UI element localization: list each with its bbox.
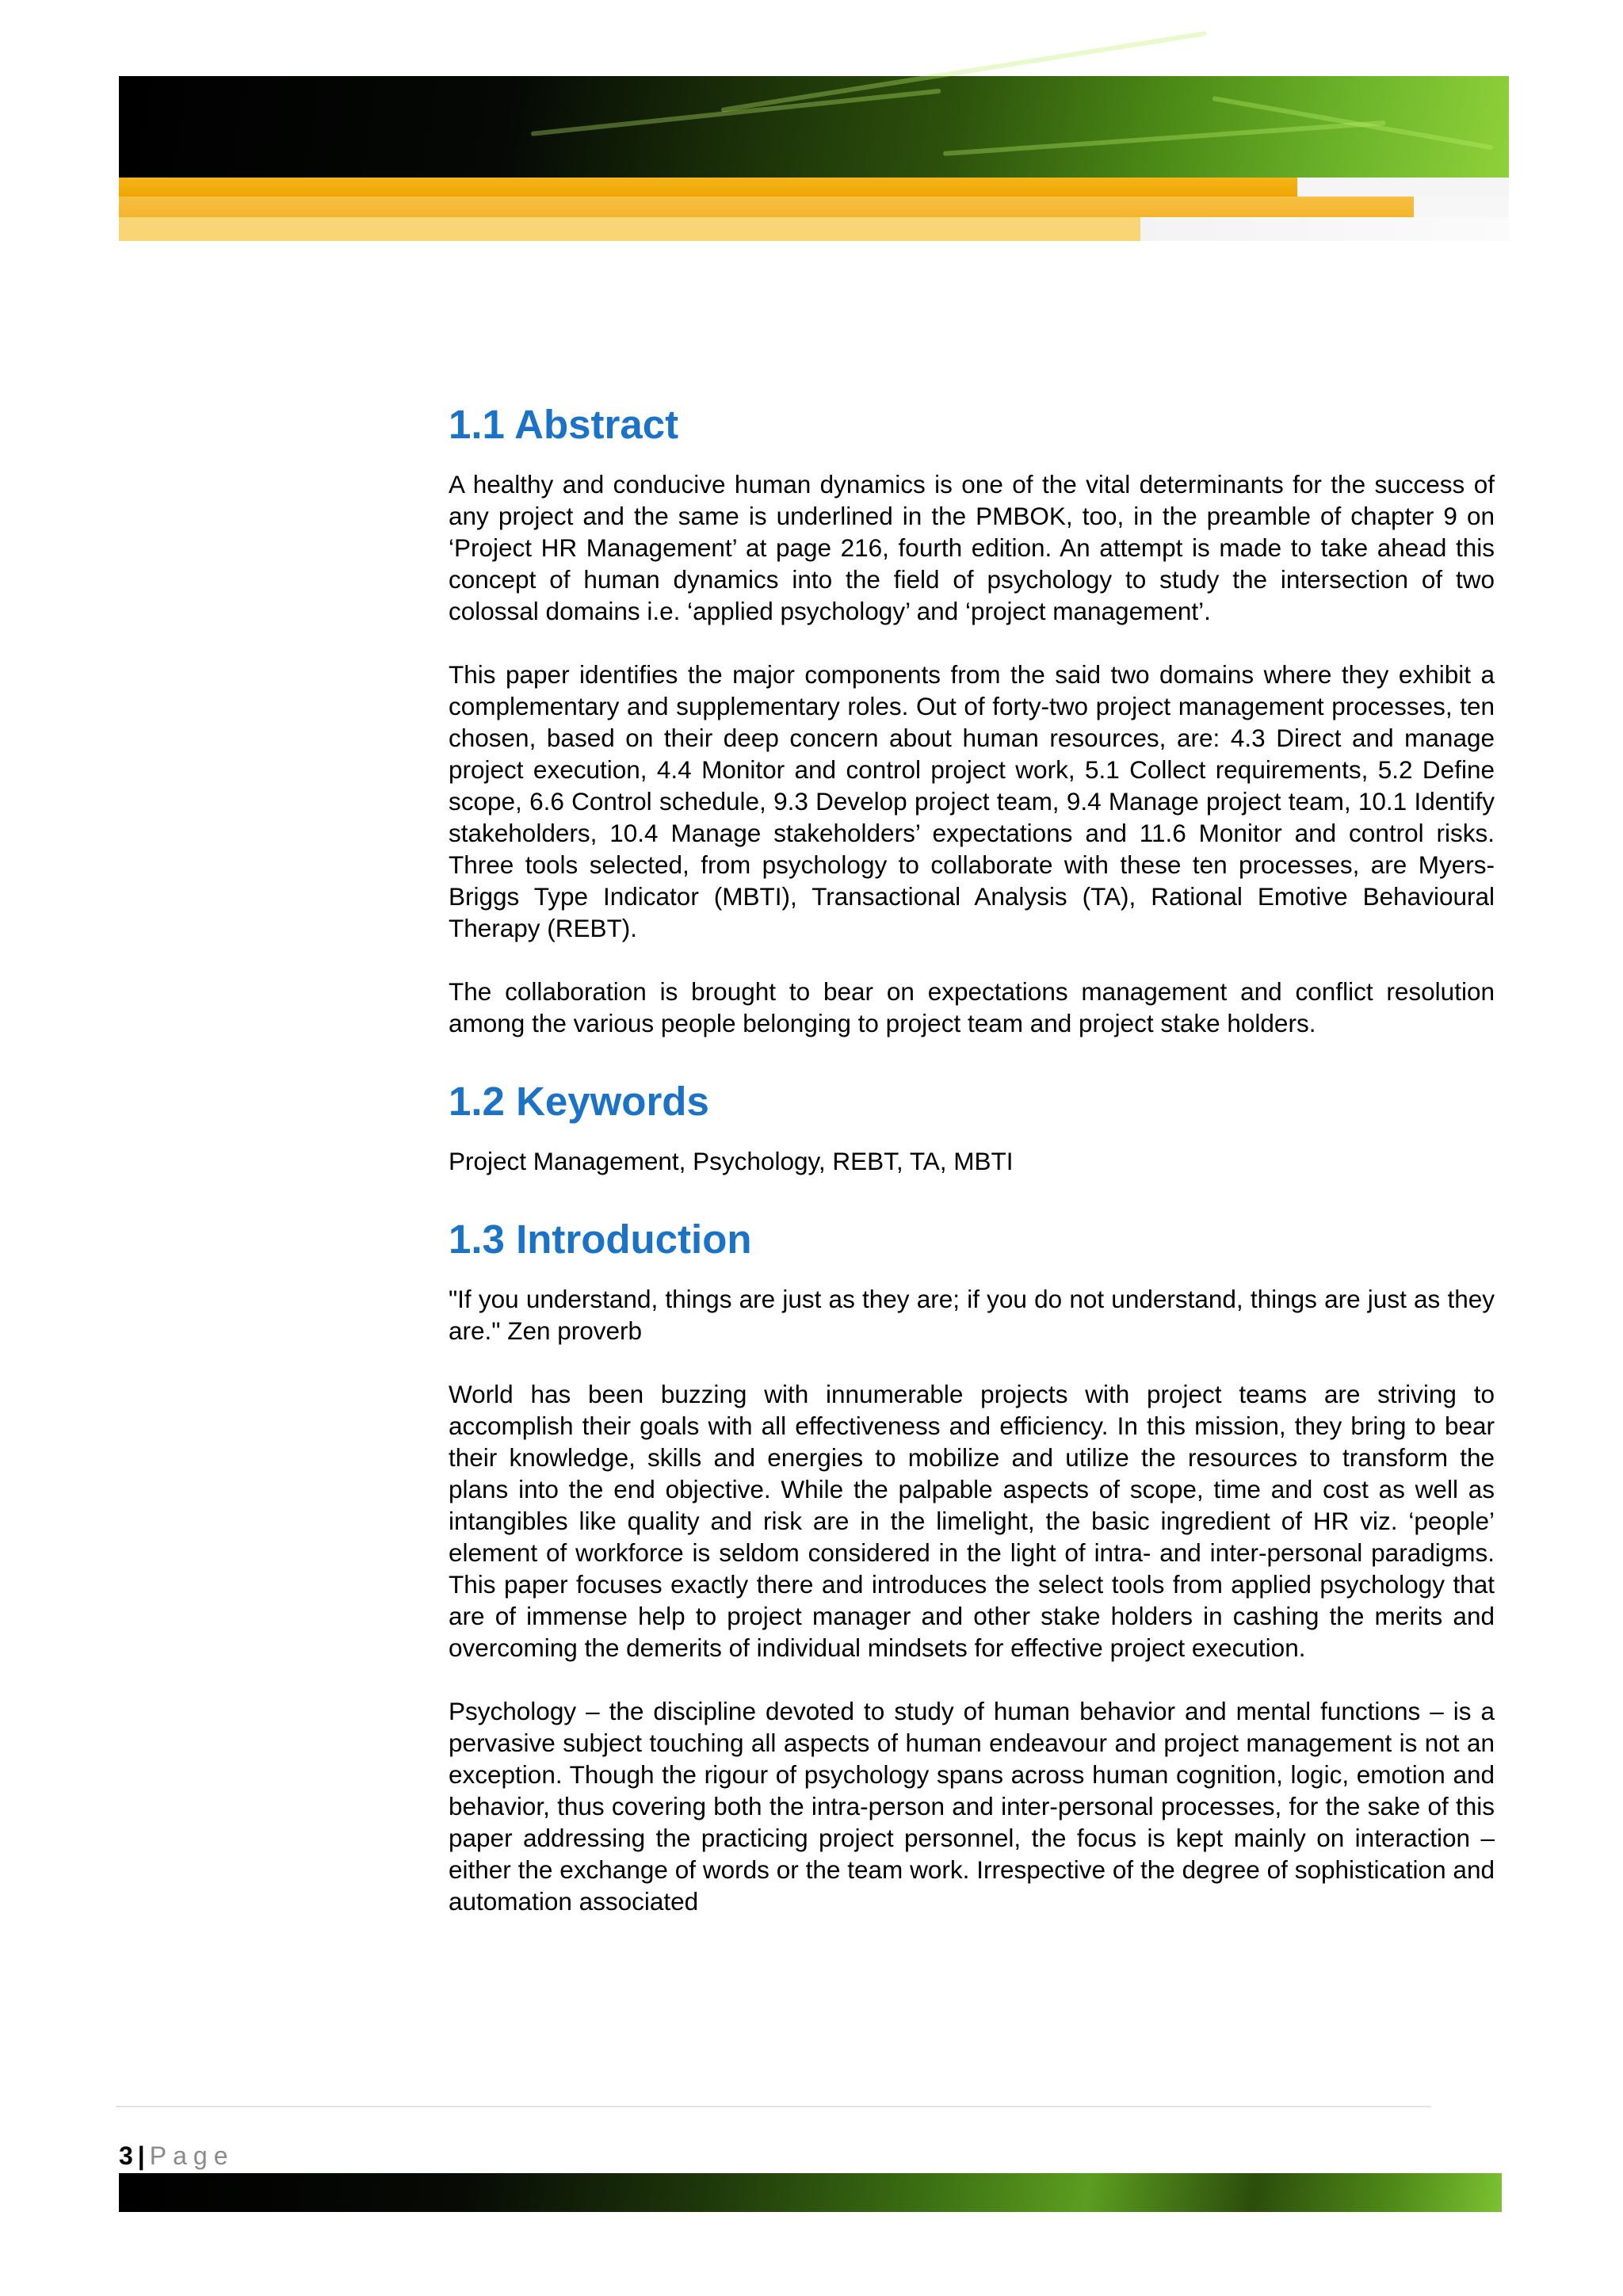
abstract-paragraph: A healthy and conducive human dynamics is one of the vital determinants for the success of any project and the same is underlined in the PMBOK, too, in the preamble of chapter 9 on ‘Project HR Management’ at page 216, fourth edition. An attempt is made to take ahead this concept of human dynamics into the field of psychology to study the intersection of two colossal domains i.e. ‘applied psychology’ and ‘project management’. [449,470,1495,625]
header-stripe-fade [1140,217,1509,241]
page-word: Page [149,2141,235,2170]
page-number: 3 [119,2141,133,2170]
introduction-paragraph: Psychology – the discipline devoted to study of human behavior and mental functions – is a pervasive subject touching all aspects of human endeavour and project management is not an exception. Though the rigour of psychology spans across human cognition, logic, emotion and behavior, thus covering both the intra-person and inter-personal processes, for the sake of this paper addressing the practicing project personnel, the focus is kept mainly on interaction – either the exchange of words or the team work. Irrespective of the degree of sophistication and automation associated [449,1697,1495,1916]
page-footer-label [119,2140,234,2172]
header-yellow-stripe [119,217,1140,241]
abstract-paragraph: This paper identifies the major components from the said two domains where they exhibit a complementary and supplementary roles. Out of forty-two project management processes, ten chosen, based on their deep concern about human resources, are: 4.3 Direct and manage project execution, 4.4 Monitor and control project work, 5.1 Collect requirements, 5.2 Define scope, 6.6 Control schedule, 9.3 Develop project team, 9.4 Manage project team, 10.1 Identify stakeholders, 10.4 Manage stakeholders’ expectations and 11.6 Monitor and control risks. Three tools selected, from psychology to collaborate with these ten processes, are Myers-Briggs Type Indicator (MBTI), Transactional Analysis (TA), Rational Emotive Behavioural Therapy (REBT). [449,660,1495,942]
header-light-streak [531,89,941,136]
header-banner-dark-band [119,76,1509,178]
header-light-streak [721,31,1207,113]
header-amber-stripe [119,197,1414,217]
header-stripe-fade [1297,178,1509,197]
header-stripe-fade [1414,197,1509,217]
section-heading-introduction: 1.3 Introduction [449,1217,752,1262]
footer-divider [116,2106,1431,2107]
header-orange-stripe [119,178,1297,197]
header-light-streak [943,120,1386,156]
introduction-paragraph: World has been buzzing with innumerable projects with project teams are striving to accomplish their goals with all effectiveness and efficiency. In this mission, they bring to bear their knowledge, skills and energies to mobilize and utilize the resources to transform the plans into the end objective. While the palpable aspects of scope, time and cost as well as intangibles like quality and risk are in the limelight, the basic ingredient of HR viz. ‘people’ element of workforce is seldom considered in the light of intra- and inter-personal paradigms. This paper focuses exactly there and introduces the select tools from applied psychology that are of immense help to project manager and other stake holders in cashing the merits and overcoming the demerits of individual mindsets for effective project execution. [449,1380,1495,1662]
page-separator: | [137,2141,145,2170]
abstract-paragraph: The collaboration is brought to bear on expectations management and conflict resolution among the various people belonging to project team and project stake holders. [449,977,1495,1037]
introduction-quote: "If you understand, things are just as they are; if you do not understand, things are just as they are." Zen proverb [449,1285,1495,1345]
section-heading-keywords: 1.2 Keywords [449,1079,709,1124]
header-banner [119,76,1509,198]
footer-banner [119,2173,1502,2212]
keywords-text: Project Management, Psychology, REBT, TA, MBTI [449,1147,1014,1175]
header-light-streak [1212,96,1494,150]
document-body [449,392,1495,1917]
section-heading-abstract: 1.1 Abstract [449,402,679,447]
